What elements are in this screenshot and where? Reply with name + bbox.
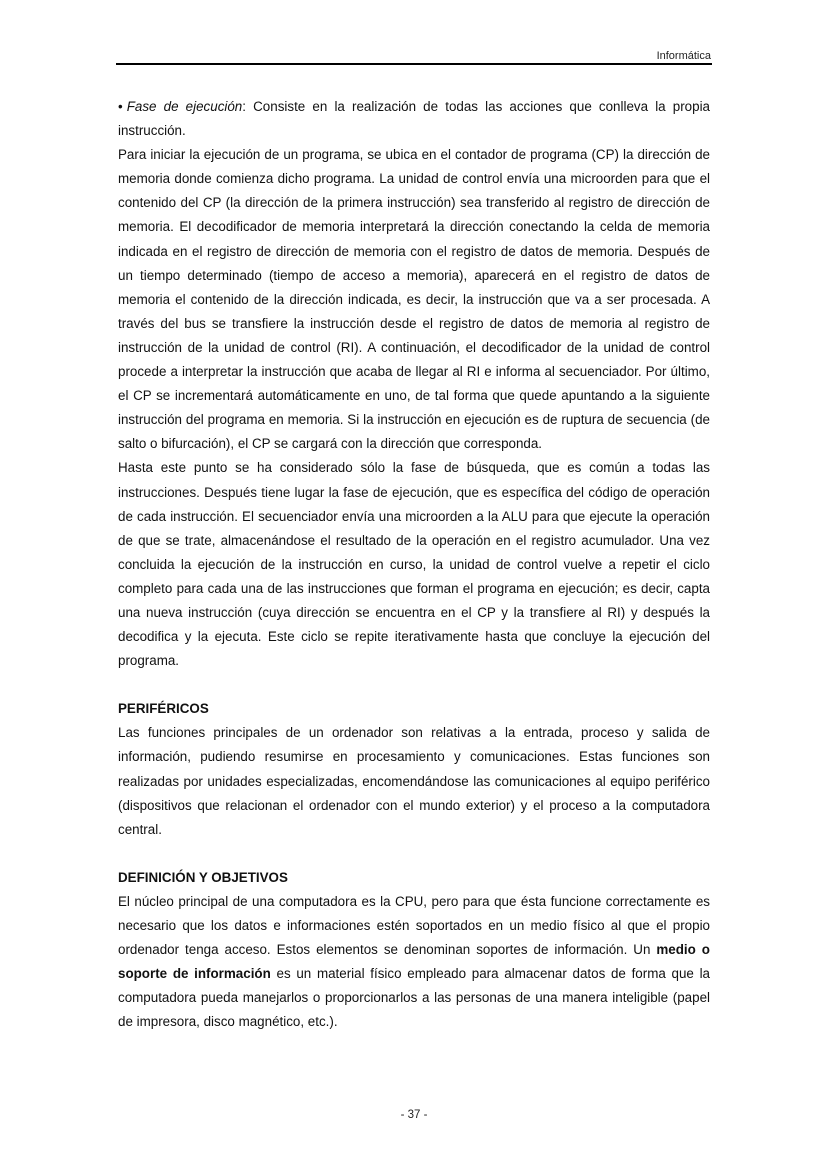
paragraph-execution-start: Para iniciar la ejecución de un programa, se ubica en el contador de programa (CP) la dirección de memoria donde comienza dicho programa. La unidad de control envía una microorden para que el contenido del CP (la dirección de la primera instrucción) sea transferido al registro de dirección de memoria. El decodificador de memoria interpretará la dirección conectando la celda de memoria indicada en el registro de dirección de memoria con el registro de datos de memoria. Después de un tiempo determinado (tiempo de acceso a memoria), aparecerá en el registro de datos de memoria el contenido de la dirección indicada, es decir, la instrucción que va a ser procesada. A través del bus se transfiere la instrucción desde el registro de datos de memoria al registro de instrucción de la unidad de control (RI). A continuación, el decodificador de la unidad de control procede a interpretar la instrucción que acaba de llegar al RI e informa al secuenciador. Por último, el CP se incrementará automáticamente en uno, de tal forma que quede apuntando a la siguiente instrucción del programa en memoria. Si la instrucción en ejecución es de ruptura de secuencia (de salto o bifurcación), el CP se cargará con la dirección que corresponda. <box>118 147 710 452</box>
bullet-paragraph <box>118 95 710 143</box>
page-number: - 37 - <box>400 1109 428 1121</box>
definicion-bold-term: medio o soporte de información <box>118 942 710 982</box>
definicion-text-before: El núcleo principal de una computadora es la CPU, pero para que ésta funcione correctamente es necesario que los datos e informaciones estén soportados en un medio físico al que el propio ordenador tenga acceso. Estos elementos se denominan soportes de información. Un <box>118 893 710 958</box>
bullet-icon: • <box>118 99 123 114</box>
paragraph-definicion <box>118 890 710 1035</box>
definicion-text-after: es un material físico empleado para almacenar datos de forma que la computadora pueda manejarlos o proporcionarlos a las personas de una manera inteligible (papel de impresora, disco magnético, etc.). <box>118 966 710 1030</box>
paragraph-execution-phase: Hasta este punto se ha considerado sólo la fase de búsqueda, que es común a todas las instrucciones. Después tiene lugar la fase de ejecución, que es específica del código de operación de cada instrucción. El secuenciador envía una microorden a la ALU para que ejecute la operación de que se trate, almacenándose el resultado de la operación en el registro acumulador. Una vez concluida la ejecución de la instrucción en curso, la unidad de control vuelve a repetir el ciclo completo para cada una de las instrucciones que forman el programa en ejecución; es decir, capta una nueva instrucción (cuya dirección se encuentra en el CP y la transfiere al RI) y después la decodifica y la ejecuta. Este ciclo se repite iterativamente hasta que concluye la ejecución del programa. <box>118 460 710 669</box>
bullet-term: Fase de ejecución <box>126 99 243 114</box>
section-heading-perifericos: PERIFÉRICOS <box>118 701 209 717</box>
page-body <box>118 95 710 1034</box>
paragraph-perifericos: Las funciones principales de un ordenador son relativas a la entrada, proceso y salida de información, pudiendo resumirse en procesamiento y comunicaciones. Estas funciones son realizadas por unidades especializadas, encomendándose las comunicaciones al equipo periférico (dispositivos que relacionan el ordenador con el mundo exterior) y el proceso a la computadora central. <box>118 725 710 837</box>
section-heading-definicion: DEFINICIÓN Y OBJETIVOS <box>118 869 288 885</box>
header-divider <box>116 63 712 65</box>
running-header: Informática <box>656 50 711 62</box>
bullet-text: : Consiste en la realización de todas las acciones que conlleva la propia instrucción. <box>118 99 711 139</box>
